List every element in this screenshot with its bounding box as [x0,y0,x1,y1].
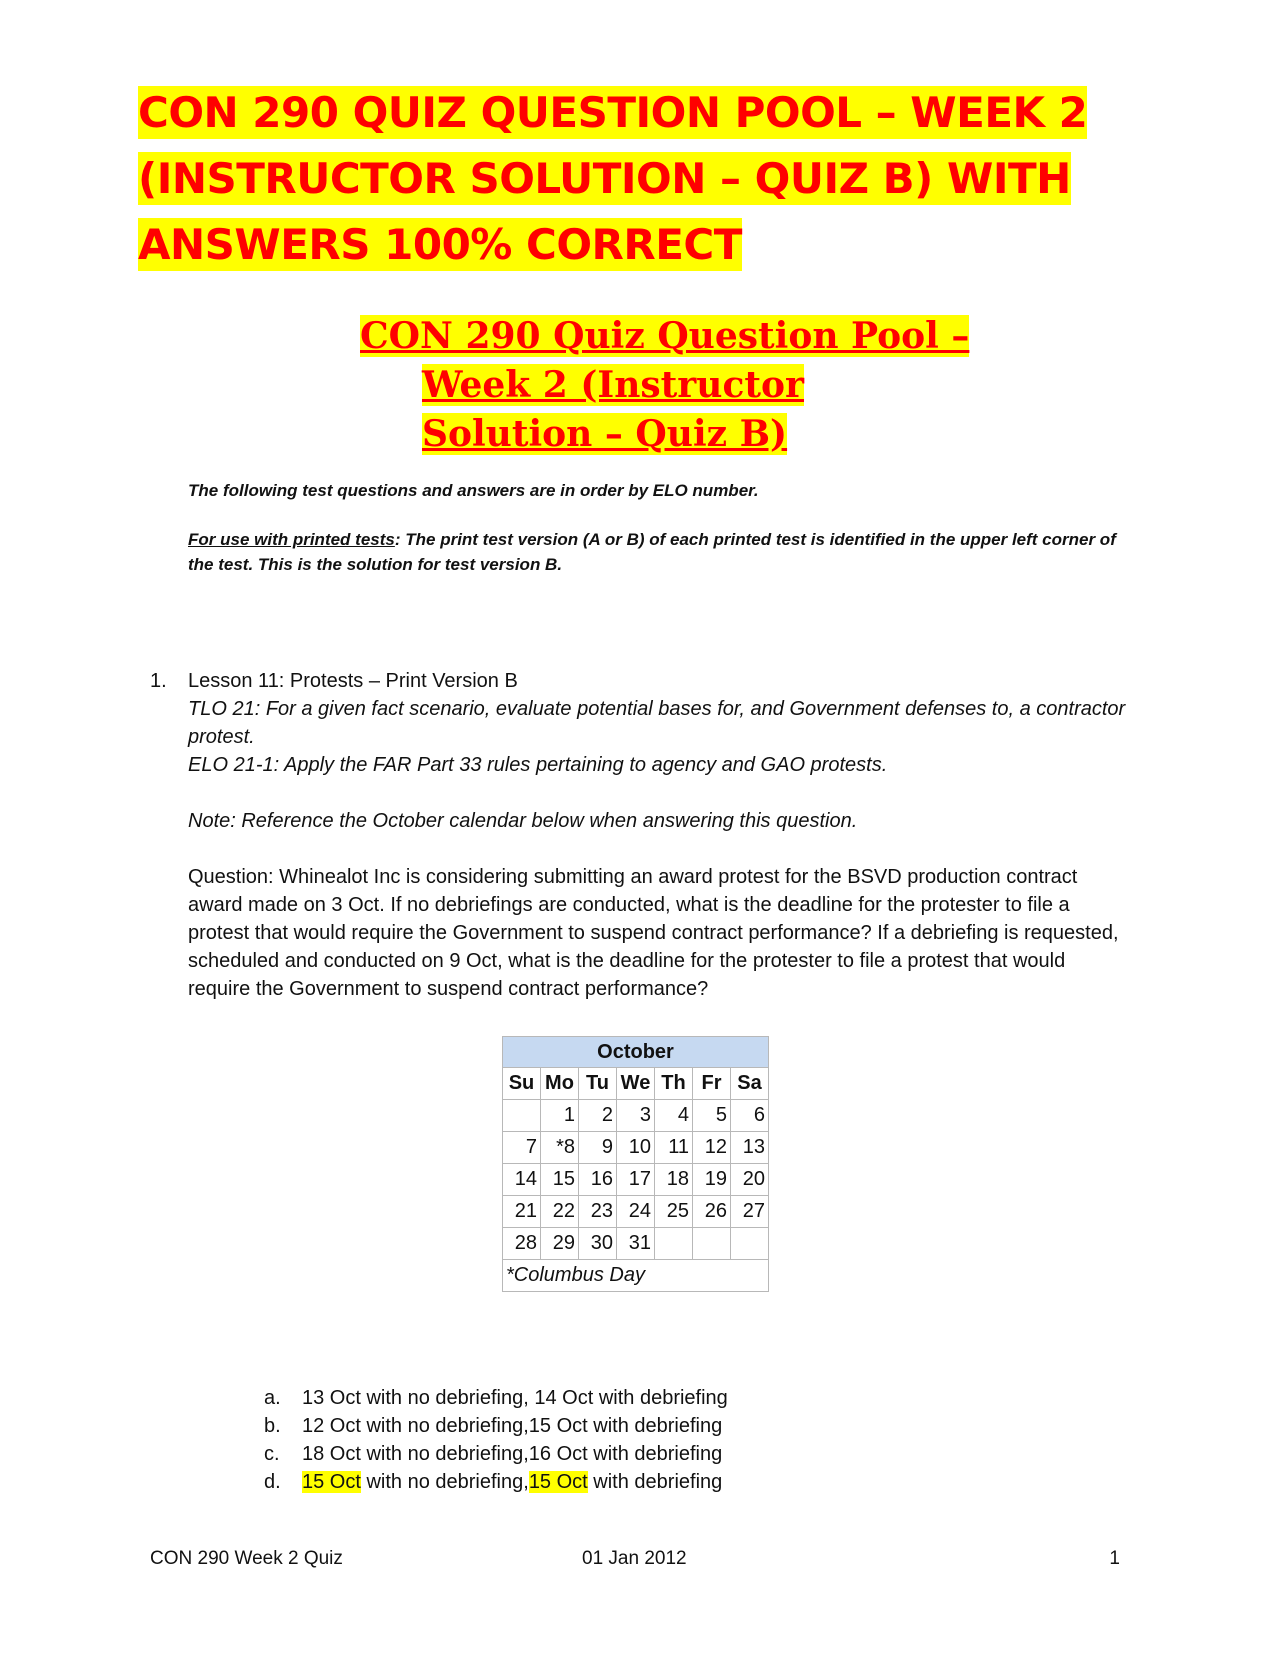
calendar-day: 17 [617,1164,655,1196]
answer-text: 12 Oct with no debriefing,15 Oct with debriefing [302,1415,723,1437]
answer-text: with debriefing [587,1471,723,1493]
october-calendar [502,1036,769,1292]
calendar-day: 7 [503,1132,541,1164]
day-header: Sa [731,1068,769,1100]
calendar-day: 12 [693,1132,731,1164]
calendar-day [503,1100,541,1132]
footer-course: CON 290 Week 2 Quiz [150,1548,343,1569]
subtitle-line-3: Solution – Quiz B) [422,413,788,455]
title-line-3: ANSWERS 100% CORRECT [138,220,742,269]
calendar-day: 1 [541,1100,579,1132]
calendar-day: *8 [541,1132,579,1164]
calendar-day: 18 [655,1164,693,1196]
printed-tests-note [188,527,1118,577]
calendar-week [503,1196,769,1228]
answer-letter: c. [264,1443,280,1465]
answer-choices [264,1384,964,1496]
calendar-day: 22 [541,1196,579,1228]
footer-date: 01 Jan 2012 [582,1548,687,1569]
calendar-week [503,1228,769,1260]
calendar-day [693,1228,731,1260]
subtitle-line-1: CON 290 Quiz Question Pool – [360,315,970,357]
calendar-month: October [503,1037,769,1068]
answer-b [264,1412,964,1440]
page-number: 1 [1109,1548,1120,1569]
tlo-line: TLO 21: For a given fact scenario, evaluate potential bases for, and Government defenses to, a contractor protest. [188,698,1126,748]
correct-answer-highlight: 15 Oct [528,1471,588,1493]
calendar-day: 14 [503,1164,541,1196]
calendar-day: 19 [693,1164,731,1196]
answer-text: 18 Oct with no debriefing,16 Oct with debriefing [302,1443,723,1465]
title-line-1: CON 290 QUIZ QUESTION POOL – WEEK 2 [138,88,1088,137]
calendar-day: 25 [655,1196,693,1228]
calendar-day: 28 [503,1228,541,1260]
question-text: Question: Whinealot Inc is considering submitting an award protest for the BSVD production contract award made on 3 Oct. If no debriefings are conducted, what is the deadline for the protester to file a protest that would require the Government to suspend contract performance? If a debriefing is requested, scheduled and conducted on 9 Oct, what is the deadline for the protester to file a protest that would require the Government to suspend contract performance? [188,866,1119,1000]
calendar-day: 6 [731,1100,769,1132]
calendar-day: 10 [617,1132,655,1164]
printed-tests-label: For use with printed tests [188,530,395,549]
question-1 [150,667,1130,1003]
calendar-day: 4 [655,1100,693,1132]
answer-text: 13 Oct with no debriefing, 14 Oct with debriefing [302,1387,728,1409]
calendar-day: 29 [541,1228,579,1260]
answer-c [264,1440,964,1468]
calendar-day: 11 [655,1132,693,1164]
elo-line: ELO 21-1: Apply the FAR Part 33 rules pertaining to agency and GAO protests. [188,754,888,776]
answer-letter: b. [264,1415,281,1437]
day-header: Fr [693,1068,731,1100]
calendar-day: 5 [693,1100,731,1132]
calendar-note: Note: Reference the October calendar below when answering this question. [188,810,858,832]
calendar-day: 27 [731,1196,769,1228]
calendar-day [731,1228,769,1260]
calendar-day: 15 [541,1164,579,1196]
calendar-day: 2 [579,1100,617,1132]
answer-letter: a. [264,1387,281,1409]
question-number: 1. [150,670,167,692]
calendar-week [503,1164,769,1196]
document-subtitle [360,312,980,459]
answer-a [264,1384,964,1412]
day-header: We [617,1068,655,1100]
calendar-week [503,1100,769,1132]
answer-letter: d. [264,1471,281,1493]
calendar-day: 24 [617,1196,655,1228]
calendar-day: 16 [579,1164,617,1196]
answer-d [264,1468,964,1496]
day-header: Tu [579,1068,617,1100]
lesson-line: Lesson 11: Protests – Print Version B [188,670,518,692]
calendar-day: 21 [503,1196,541,1228]
calendar-footnote: *Columbus Day [503,1260,769,1292]
order-note: The following test questions and answers are in order by ELO number. [188,481,759,500]
printed-tests-text: : The print test version (A or B) of each printed test is identified in the upper left corner of the test. This is the solution for test version B. [188,530,1116,574]
calendar-day: 30 [579,1228,617,1260]
calendar-day: 9 [579,1132,617,1164]
answer-text: with no debriefing, [360,1471,529,1493]
calendar-day: 31 [617,1228,655,1260]
day-header: Mo [541,1068,579,1100]
document-title [138,80,1138,278]
calendar-day [655,1228,693,1260]
subtitle-line-2: Week 2 (Instructor [422,364,804,406]
calendar-day: 23 [579,1196,617,1228]
calendar-day: 3 [617,1100,655,1132]
day-header: Su [503,1068,541,1100]
day-header: Th [655,1068,693,1100]
correct-answer-highlight: 15 Oct [302,1471,361,1493]
calendar-day: 26 [693,1196,731,1228]
calendar-week [503,1132,769,1164]
calendar-day: 20 [731,1164,769,1196]
title-line-2: (INSTRUCTOR SOLUTION – QUIZ B) WITH [138,154,1071,203]
calendar-day: 13 [731,1132,769,1164]
